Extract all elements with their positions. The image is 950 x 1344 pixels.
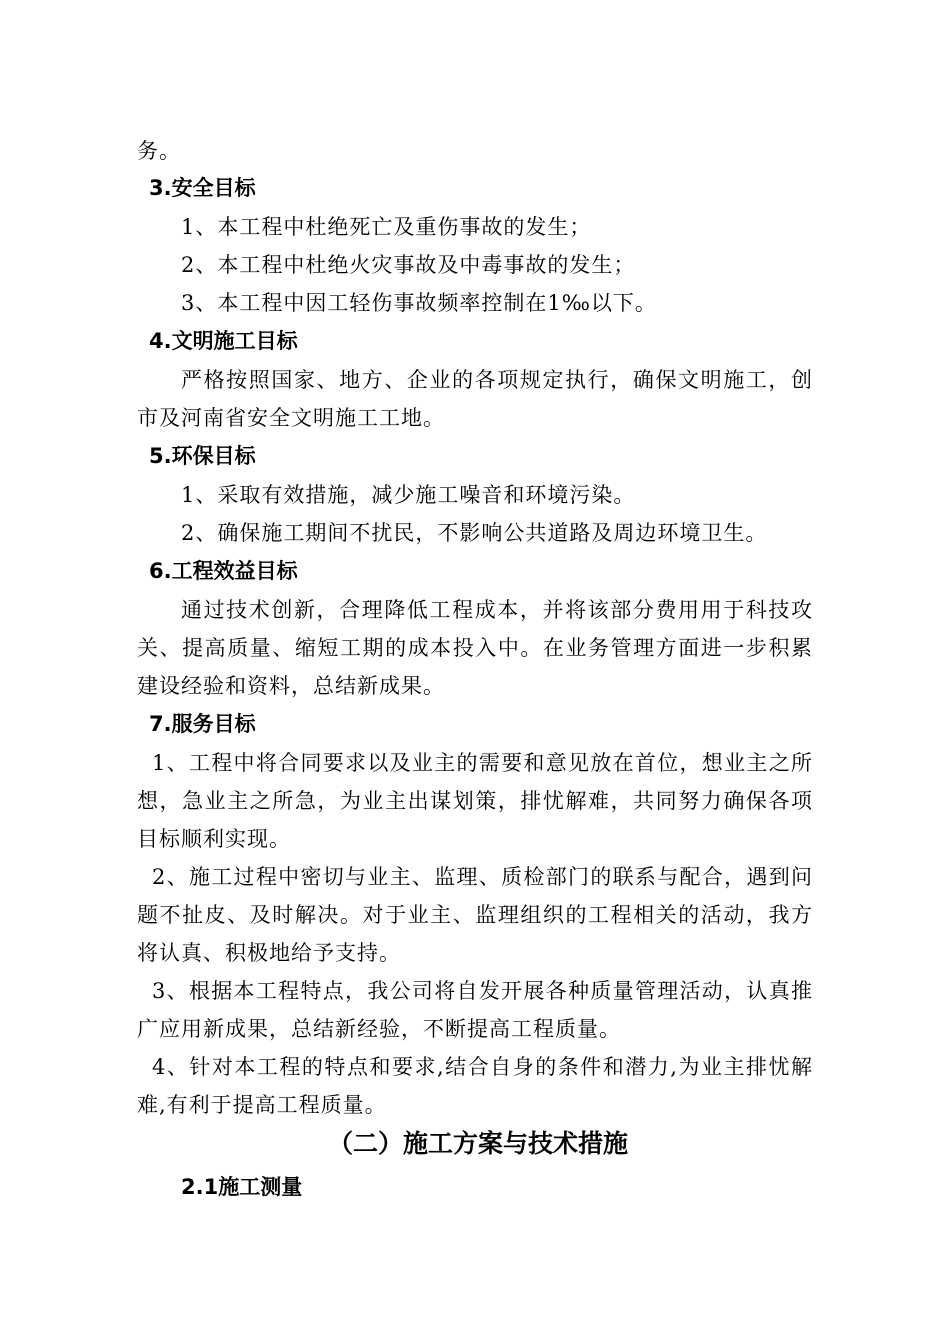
subsection-title: 2.1施工测量 — [181, 1175, 303, 1199]
service-item-line: 目标顺利实现。 — [137, 827, 291, 851]
service-item-line: 4、针对本工程的特点和要求,结合自身的条件和潜力,为业主排忧解 — [152, 1055, 813, 1079]
environment-item: 1、采取有效措施，减少施工噪音和环境污染。 — [181, 483, 636, 507]
continuation-text: 务。 — [137, 139, 181, 163]
service-item-line: 难,有利于提高工程质量。 — [137, 1093, 387, 1117]
service-item-line: 广应用新成果，总结新经验，不断提高工程质量。 — [137, 1017, 621, 1041]
service-item-line: 3、根据本工程特点，我公司将自发开展各种质量管理活动，认真推 — [152, 979, 813, 1003]
environment-item: 2、确保施工期间不扰民，不影响公共道路及周边环境卫生。 — [181, 521, 768, 545]
service-item-line: 1、工程中将合同要求以及业主的需要和意见放在首位，想业主之所 — [152, 751, 813, 775]
civilized-heading: 4.文明施工目标 — [149, 329, 298, 353]
service-item-line: 想，急业主之所急，为业主出谋划策，排忧解难，共同努力确保各项 — [137, 789, 813, 813]
benefit-paragraph-line: 通过技术创新，合理降低工程成本，并将该部分费用用于科技攻 — [181, 598, 813, 622]
service-item-line: 2、施工过程中密切与业主、监理、质检部门的联系与配合，遇到问 — [152, 865, 813, 889]
benefit-paragraph-line: 关、提高质量、缩短工期的成本投入中。在业务管理方面进一步积累 — [137, 636, 813, 660]
safety-item: 1、本工程中杜绝死亡及重伤事故的发生； — [181, 215, 592, 239]
civilized-paragraph-line: 市及河南省安全文明施工工地。 — [137, 406, 445, 430]
service-heading: 7.服务目标 — [149, 712, 256, 736]
service-item-line: 题不扯皮、及时解决。对于业主、监理组织的工程相关的活动，我方 — [137, 903, 813, 927]
environment-heading: 5.环保目标 — [149, 444, 256, 468]
safety-item: 3、本工程中因工轻伤事故频率控制在1‰以下。 — [181, 291, 657, 315]
service-item-line: 将认真、积极地给予支持。 — [137, 941, 401, 965]
safety-item: 2、本工程中杜绝火灾事故及中毒事故的发生； — [181, 253, 636, 277]
benefit-heading: 6.工程效益目标 — [149, 559, 298, 583]
civilized-paragraph-line: 严格按照国家、地方、企业的各项规定执行，确保文明施工，创 — [181, 368, 813, 392]
benefit-paragraph-line: 建设经验和资料，总结新成果。 — [137, 674, 445, 698]
safety-heading: 3.安全目标 — [149, 176, 256, 200]
section-title: （二）施工方案与技术措施 — [328, 1129, 629, 1158]
